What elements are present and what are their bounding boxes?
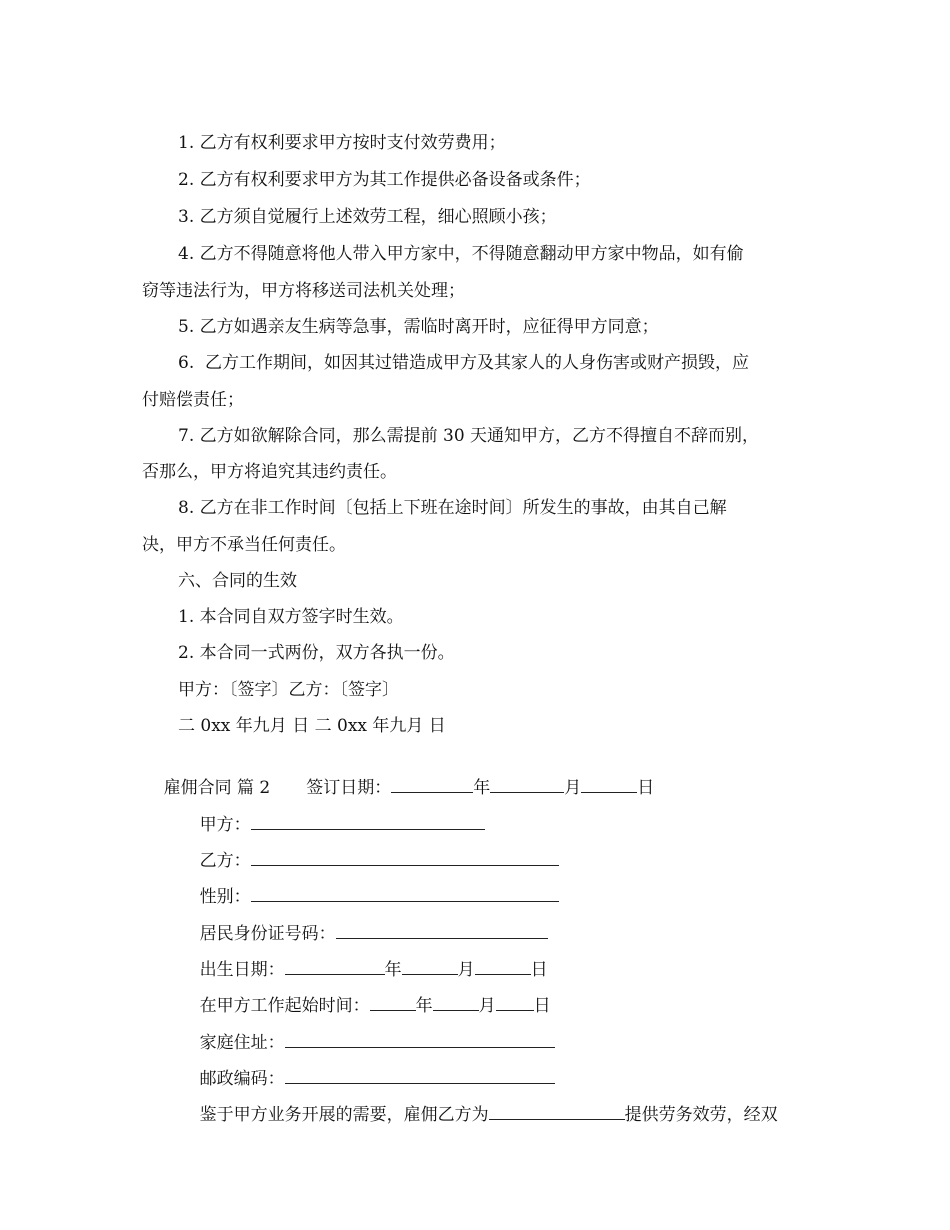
preamble-line	[178, 1077, 778, 1151]
party-a-label: 甲方：	[199, 815, 251, 835]
year-label: 年	[384, 960, 402, 980]
address-label: 家庭住址：	[199, 1033, 285, 1053]
day-label: 日	[533, 996, 551, 1016]
start-time-label: 在甲方工作起始时间：	[199, 996, 370, 1016]
term-8-line-2: 决，甲方不承当任何责任。	[142, 535, 346, 555]
preamble-blank[interactable]	[489, 1101, 625, 1120]
month-label: 月	[564, 778, 582, 798]
term-7-line-2: 否那么，甲方将追究其违约责任。	[142, 462, 397, 482]
year-label: 年	[415, 996, 433, 1016]
term-7-line-1: 7. 乙方如欲解除合同，那么需提前 30 天通知甲方，乙方不得擅自不辞而别，	[178, 426, 760, 446]
postcode-label: 邮政编码：	[199, 1069, 285, 1089]
term-8-line-1: 8. 乙方在非工作时间〔包括上下班在途时间〕所发生的事故，由其自己解	[178, 498, 727, 518]
section-heading-effect: 六、合同的生效	[178, 571, 297, 591]
preamble-text-continued: 提供劳务效劳，经双	[624, 1105, 778, 1125]
sign-day-blank[interactable]	[581, 774, 637, 793]
term-4-line-1: 4. 乙方不得随意将他人带入甲方家中，不得随意翻动甲方家中物品，如有偷	[178, 244, 744, 264]
day-label: 日	[637, 778, 655, 798]
party-b-label: 乙方：	[199, 851, 251, 871]
sign-date-label: 签订日期：	[306, 778, 392, 798]
effect-clause-2: 2. 本合同一式两份，双方各执一份。	[178, 643, 455, 663]
term-4-line-2: 窃等违法行为，甲方将移送司法机关处理；	[142, 281, 465, 301]
effect-clause-1: 1. 本合同自双方签字时生效。	[178, 607, 404, 627]
sign-month-blank[interactable]	[490, 774, 564, 793]
term-2: 2. 乙方有权利要求甲方为其工作提供必备设备或条件；	[178, 170, 591, 190]
day-label: 日	[530, 960, 548, 980]
term-5: 5. 乙方如遇亲友生病等急事，需临时离开时，应征得甲方同意；	[178, 317, 659, 337]
term-6-line-2: 付赔偿责任；	[142, 390, 244, 410]
term-6-line-1: 6. 乙方工作期间，如因其过错造成甲方及其家人的人身伤害或财产损毁，应	[178, 353, 750, 373]
term-1: 1. 乙方有权利要求甲方按时支付效劳费用；	[178, 133, 506, 153]
id-number-label: 居民身份证号码：	[199, 924, 336, 944]
signature-line: 甲方：〔签字〕乙方：〔签字〕	[178, 680, 399, 700]
contract-2-title: 雇佣合同 篇 2	[163, 778, 271, 798]
signature-dates: 二 0xx 年九月 日 二 0xx 年九月 日	[178, 716, 446, 736]
month-label: 月	[457, 960, 475, 980]
year-label: 年	[473, 778, 491, 798]
birth-date-label: 出生日期：	[199, 960, 285, 980]
term-3: 3. 乙方须自觉履行上述效劳工程，细心照顾小孩；	[178, 207, 557, 227]
preamble-text: 鉴于甲方业务开展的需要，雇佣乙方为	[199, 1105, 489, 1125]
gender-label: 性别：	[199, 887, 251, 907]
month-label: 月	[478, 996, 496, 1016]
